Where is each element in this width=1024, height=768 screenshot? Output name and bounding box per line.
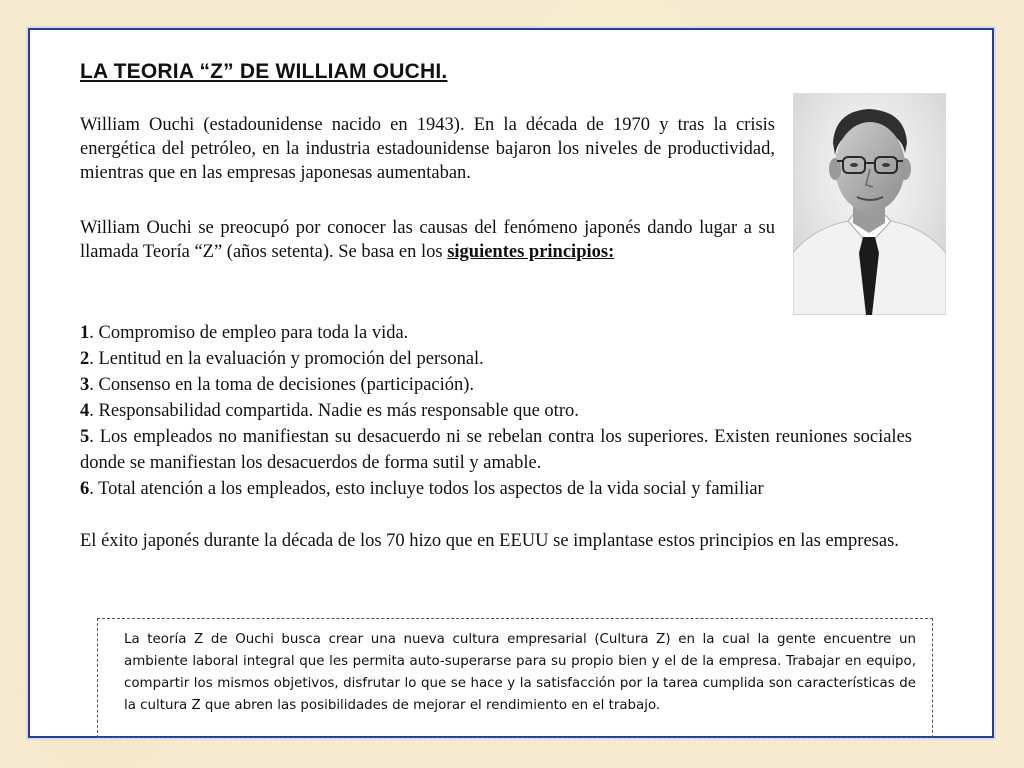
list-item-number: 4 (80, 401, 90, 421)
principles-intro-text: William Ouchi se preocupó por conocer las causas del fenómeno japonés dando lugar a su llamada Teoría “Z” (años setenta). Se basa en los (80, 218, 775, 262)
list-item-text: . Lentitud en la evaluación y promoción del personal. (89, 349, 484, 369)
list-item-text: . Consenso en la toma de decisiones (participación). (89, 375, 475, 395)
portrait-photo (793, 93, 946, 315)
list-item-number: 1 (80, 323, 90, 343)
list-item-text: . Los empleados no manifiestan su desacuerdo ni se rebelan contra los superiores. Existen reuniones sociales donde se manifiestan los desacuerdos de forma sutil y amable. (80, 427, 912, 473)
portrait-illustration (793, 93, 946, 315)
list-item-number: 6 (80, 479, 90, 499)
list-item (80, 424, 912, 476)
list-item-text: . Responsabilidad compartida. Nadie es más responsable que otro. (89, 401, 579, 421)
principles-list (80, 320, 912, 502)
list-item (80, 476, 912, 502)
list-item-text: . Total atención a los empleados, esto incluye todos los aspectos de la vida social y familiar (89, 479, 764, 499)
list-item-number: 2 (80, 349, 90, 369)
list-item-number: 3 (80, 375, 90, 395)
summary-callout: La teoría Z de Ouchi busca crear una nueva cultura empresarial (Cultura Z) en la cual la gente encuentre un ambiente laboral integral que les permita auto-superarse para su propio bien y el de la empresa. Trabajar en equipo, compartir los mismos objetivos, disfrutar lo que se hace y la satisfacción por la tarea cumplida son características de la cultura Z que abren las posibilidades de mejorar el rendimiento en el trabajo. (97, 618, 933, 738)
principles-intro-paragraph (80, 216, 775, 264)
intro-paragraph: William Ouchi (estadounidense nacido en 1943). En la década de 1970 y tras la crisis energética del petróleo, en la industria estadounidense bajaron los niveles de productividad, mientras que en las empresas japonesas aumentaban. (80, 115, 775, 183)
list-item-number: 5 (80, 427, 90, 447)
list-item (80, 372, 912, 398)
principles-heading: siguientes principios: (447, 242, 615, 262)
conclusion-paragraph: El éxito japonés durante la década de los 70 hizo que en EEUU se implantase estos principios en las empresas. (80, 531, 899, 551)
list-item (80, 346, 912, 372)
page-title: LA TEORIA “Z” DE WILLIAM OUCHI. (80, 60, 448, 83)
list-item-text: . Compromiso de empleo para toda la vida. (89, 323, 409, 343)
list-item (80, 398, 912, 424)
slide (28, 28, 994, 738)
list-item (80, 320, 912, 346)
